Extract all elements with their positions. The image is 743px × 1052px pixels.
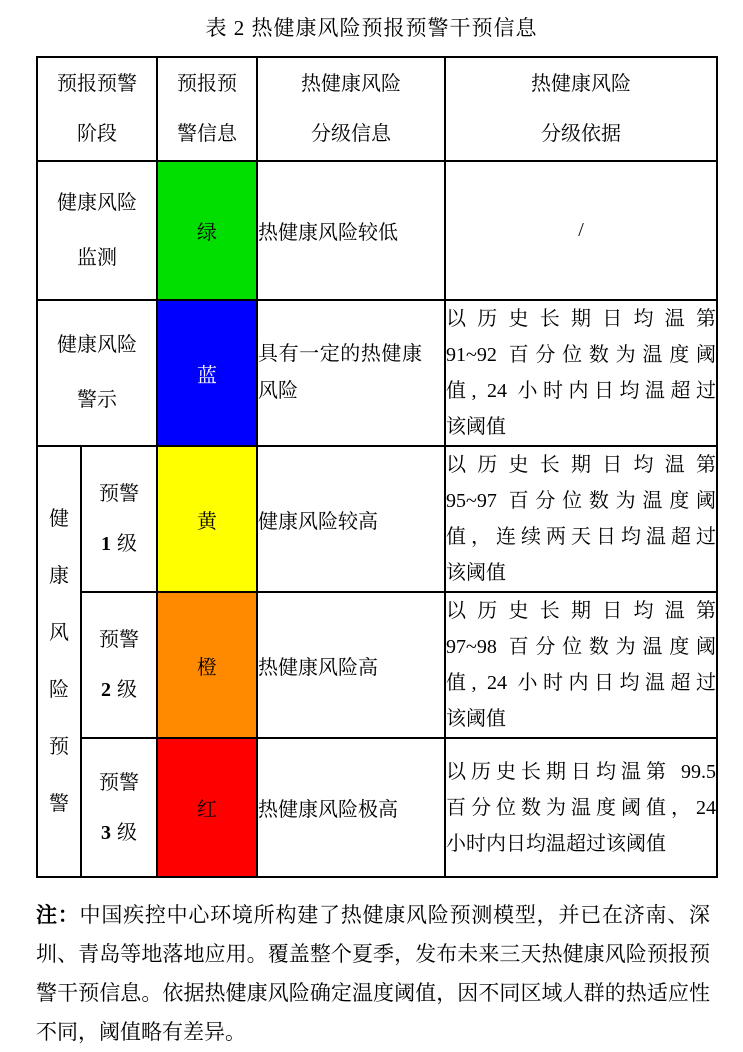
footnote bbox=[36, 896, 710, 1052]
stage-monitor-line2: 监测 bbox=[77, 246, 117, 269]
header-signal-line2: 警信息 bbox=[177, 123, 237, 145]
stage-cell-monitor bbox=[37, 161, 157, 300]
warning-level-3-unit: 级 bbox=[117, 821, 137, 844]
warning-level-2-rank bbox=[82, 665, 156, 715]
warning-level-1-prefix: 预警 bbox=[99, 483, 139, 505]
signal-cell-green: 绿 bbox=[157, 161, 257, 300]
warning-level-cell-3 bbox=[81, 738, 157, 877]
warning-level-1-rank bbox=[82, 519, 156, 569]
stage-monitor-line1: 健康风险 bbox=[57, 191, 137, 214]
warning-level-3-num: 3 bbox=[101, 821, 111, 844]
basis-alert-line: 值, 24 小时内日均温超过 bbox=[446, 380, 716, 402]
basis-warning-1-line: 该阈值 bbox=[446, 562, 506, 584]
table-header-row bbox=[37, 57, 717, 161]
level-cell-alert: 具有一定的热健康风险 bbox=[257, 300, 445, 446]
signal-cell-blue: 蓝 bbox=[157, 300, 257, 446]
basis-alert-line: 以历史长期日均温第 bbox=[446, 308, 716, 330]
level-cell-warning-1: 健康风险较高 bbox=[257, 446, 445, 592]
warning-level-3-prefix: 预警 bbox=[99, 771, 139, 794]
level-cell-warning-3: 热健康风险极高 bbox=[257, 738, 445, 877]
signal-cell-red: 红 bbox=[157, 738, 257, 877]
warning-level-cell-1 bbox=[81, 446, 157, 592]
header-basis-line1: 热健康风险 bbox=[531, 73, 631, 95]
basis-warning-2-line: 值, 24 小时内日均温超过 bbox=[446, 672, 716, 694]
warning-level-2-prefix: 预警 bbox=[99, 629, 139, 651]
basis-cell-warning-1 bbox=[445, 446, 717, 592]
header-stage-line1: 预报预警 bbox=[57, 73, 137, 95]
basis-warning-2-line: 97~98 百分位数为温度阈 bbox=[446, 636, 716, 658]
basis-alert-line: 该阈值 bbox=[446, 416, 506, 438]
footnote-text: 中国疾控中心环境所构建了热健康风险预测模型，并已在济南、深圳、青岛等地落地应用。覆盖整个夏季，发布未来三天热健康风险预报预警干预信息。依据热健康风险确定温度阈值，因不同区域人群的热适应性不同，阈值略有差异。 bbox=[36, 903, 711, 1044]
basis-warning-1-line: 以历史长期日均温第 bbox=[446, 454, 716, 476]
basis-warning-3-line: 以历史长期日均温第 99.5 bbox=[446, 760, 716, 783]
basis-warning-2-line: 该阈值 bbox=[446, 708, 506, 730]
warning-level-3-rank bbox=[82, 808, 156, 858]
basis-warning-2-line: 以历史长期日均温第 bbox=[446, 600, 716, 622]
basis-warning-3-line: 小时内日均温超过该阈值 bbox=[446, 832, 666, 855]
basis-cell-alert bbox=[445, 300, 717, 446]
basis-cell-monitor: / bbox=[445, 161, 717, 300]
signal-cell-orange: 橙 bbox=[157, 592, 257, 738]
footnote-label: 注： bbox=[36, 903, 80, 927]
header-level-line2: 分级信息 bbox=[311, 123, 391, 145]
header-basis-line2: 分级依据 bbox=[541, 123, 621, 145]
stage-warning-vertical-text: 健康风险预警 bbox=[49, 507, 69, 815]
table-row-warning-1 bbox=[37, 446, 717, 592]
stage-cell-alert bbox=[37, 300, 157, 446]
heat-risk-table bbox=[36, 56, 718, 878]
basis-warning-1-line: 值，连续两天日均温超过 bbox=[446, 526, 716, 548]
stage-alert-line1: 健康风险 bbox=[57, 334, 137, 356]
header-level-line1: 热健康风险 bbox=[301, 73, 401, 95]
header-basis bbox=[445, 57, 717, 161]
table-row-monitor bbox=[37, 161, 717, 300]
basis-warning-3-line: 百分位数为温度阈值，24 bbox=[446, 796, 716, 819]
warning-level-1-num: 1 bbox=[101, 533, 111, 555]
header-signal-line1: 预报预 bbox=[177, 73, 237, 95]
page-title: 表 2 热健康风险预报预警干预信息 bbox=[205, 16, 538, 40]
header-stage-line2: 阶段 bbox=[77, 123, 117, 145]
stage-alert-line2: 警示 bbox=[77, 389, 117, 411]
warning-level-2-unit: 级 bbox=[117, 679, 137, 701]
header-signal bbox=[157, 57, 257, 161]
basis-cell-warning-2 bbox=[445, 592, 717, 738]
warning-level-cell-2 bbox=[81, 592, 157, 738]
basis-warning-1-line: 95~97 百分位数为温度阈 bbox=[446, 490, 716, 512]
signal-cell-yellow: 黄 bbox=[157, 446, 257, 592]
header-stage bbox=[37, 57, 157, 161]
basis-cell-warning-3 bbox=[445, 738, 717, 877]
warning-level-1-unit: 级 bbox=[117, 533, 137, 555]
basis-alert-line: 91~92 百分位数为温度阈 bbox=[446, 344, 716, 366]
level-cell-warning-2: 热健康风险高 bbox=[257, 592, 445, 738]
header-level bbox=[257, 57, 445, 161]
warning-level-2-num: 2 bbox=[101, 679, 111, 701]
table-row-warning-3 bbox=[37, 738, 717, 877]
table-row-warning-2 bbox=[37, 592, 717, 738]
level-cell-monitor: 热健康风险较低 bbox=[257, 161, 445, 300]
table-row-alert bbox=[37, 300, 717, 446]
stage-cell-warning-vertical bbox=[37, 446, 81, 877]
